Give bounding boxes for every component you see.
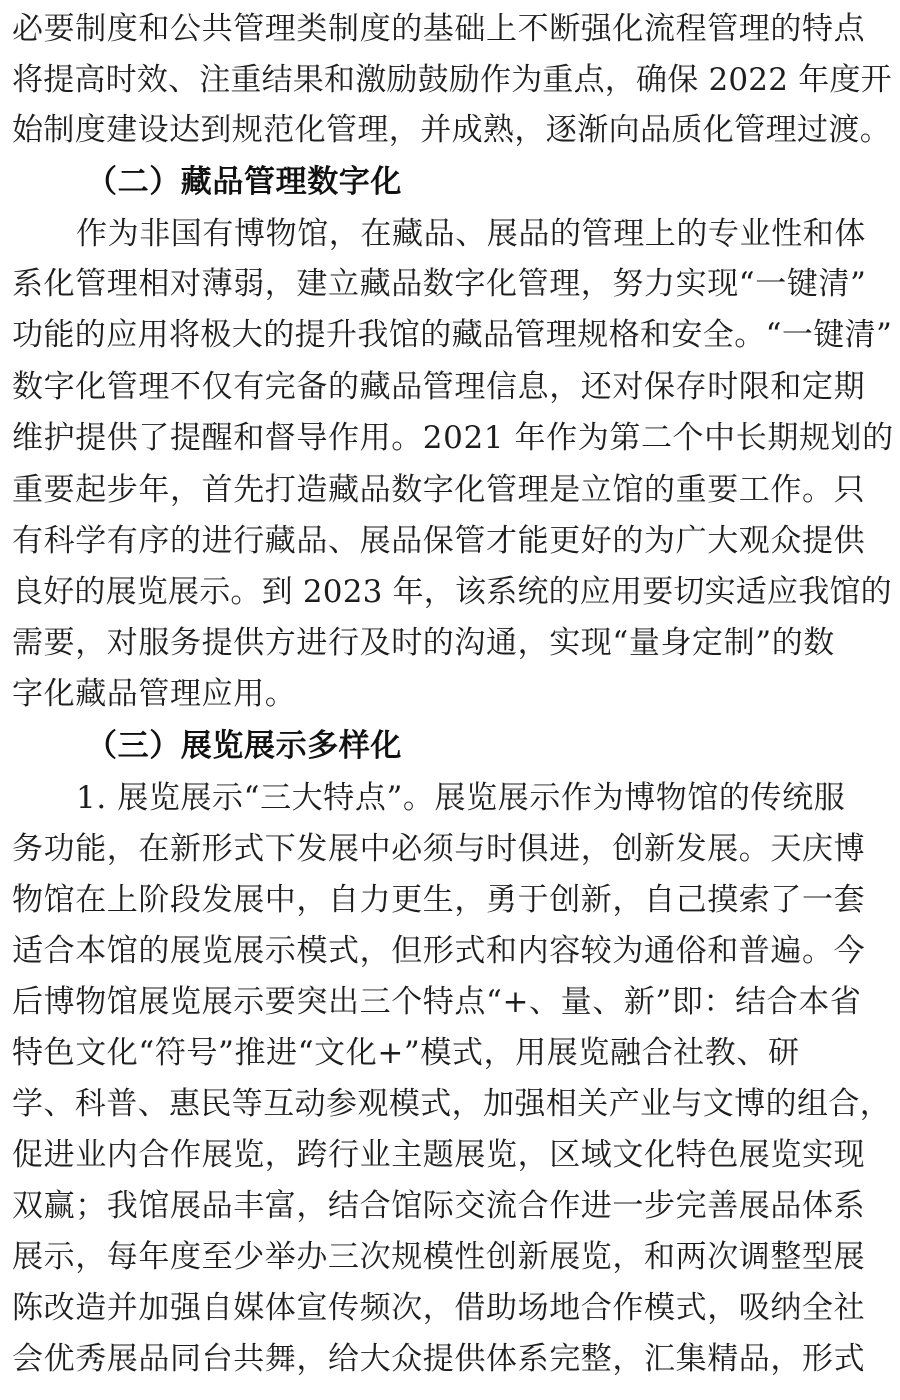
body-text-line: 后博物馆展览展示要突出三个特点“+、量、新”即：结合本省 — [12, 984, 862, 1020]
body-text-line: 展示，每年度至少举办三次规模性创新展览，和两次调整型展 — [12, 1239, 866, 1275]
body-text-line: 字化藏品管理应用。 — [12, 676, 297, 712]
body-text-line: 系化管理相对薄弱，建立藏品数字化管理，努力实现“一键清” — [12, 266, 867, 302]
body-text-line: 物馆在上阶段发展中，自力更生，勇于创新，自己摸索了一套 — [12, 882, 866, 918]
body-text-line: 双赢；我馆展品丰富，结合馆际交流合作进一步完善展品体系 — [12, 1188, 866, 1224]
body-text-line: 促进业内合作展览，跨行业主题展览，区域文化特色展览实现 — [12, 1137, 866, 1173]
body-text-line: 务功能，在新形式下发展中必须与时俱进，创新发展。天庆博 — [12, 831, 866, 867]
body-text-line: 良好的展览展示。到 2023 年，该系统的应用要切实适应我馆的 — [12, 574, 892, 610]
body-text-line: 重要起步年，首先打造藏品数字化管理是立馆的重要工作。只 — [12, 472, 866, 508]
body-text-line: 需要，对服务提供方进行及时的沟通，实现“量身定制”的数 — [12, 625, 835, 661]
section-heading: （三）展览展示多样化 — [86, 728, 402, 764]
body-text-line: 数字化管理不仅有完备的藏品管理信息，还对保存时限和定期 — [12, 369, 866, 405]
body-text-line: 维护提供了提醒和督导作用。2021 年作为第二个中长期规划的 — [12, 420, 894, 456]
body-text-line: 必要制度和公共管理类制度的基础上不断强化流程管理的特点 — [12, 11, 866, 47]
body-text-line: 特色文化“符号”推进“文化+”模式，用展览融合社教、研 — [12, 1035, 800, 1071]
body-text-line: 学、科普、惠民等互动参观模式，加强相关产业与文博的组合， — [12, 1086, 892, 1122]
body-text-line: 有科学有序的进行藏品、展品保管才能更好的为广大观众提供 — [12, 523, 866, 559]
body-text-line: 功能的应用将极大的提升我馆的藏品管理规格和安全。“一键清” — [12, 317, 893, 353]
body-text-line: 适合本馆的展览展示模式，但形式和内容较为通俗和普遍。今 — [12, 933, 866, 969]
body-text-line: 1. 展览展示“三大特点”。展览展示作为博物馆的传统服 — [76, 780, 846, 816]
body-text-line: 陈改造并加强自媒体宣传频次，借助场地合作模式，吸纳全社 — [12, 1290, 866, 1326]
section-heading: （二）藏品管理数字化 — [86, 164, 402, 200]
body-text-line: 作为非国有博物馆，在藏品、展品的管理上的专业性和体 — [76, 216, 866, 252]
body-text-line: 将提高时效、注重结果和激励鼓励作为重点，确保 2022 年度开 — [12, 62, 892, 98]
body-text-line: 会优秀展品同台共舞，给大众提供体系完整，汇集精品，形式 — [12, 1341, 866, 1377]
body-text-line: 始制度建设达到规范化管理，并成熟，逐渐向品质化管理过渡。 — [12, 112, 892, 148]
